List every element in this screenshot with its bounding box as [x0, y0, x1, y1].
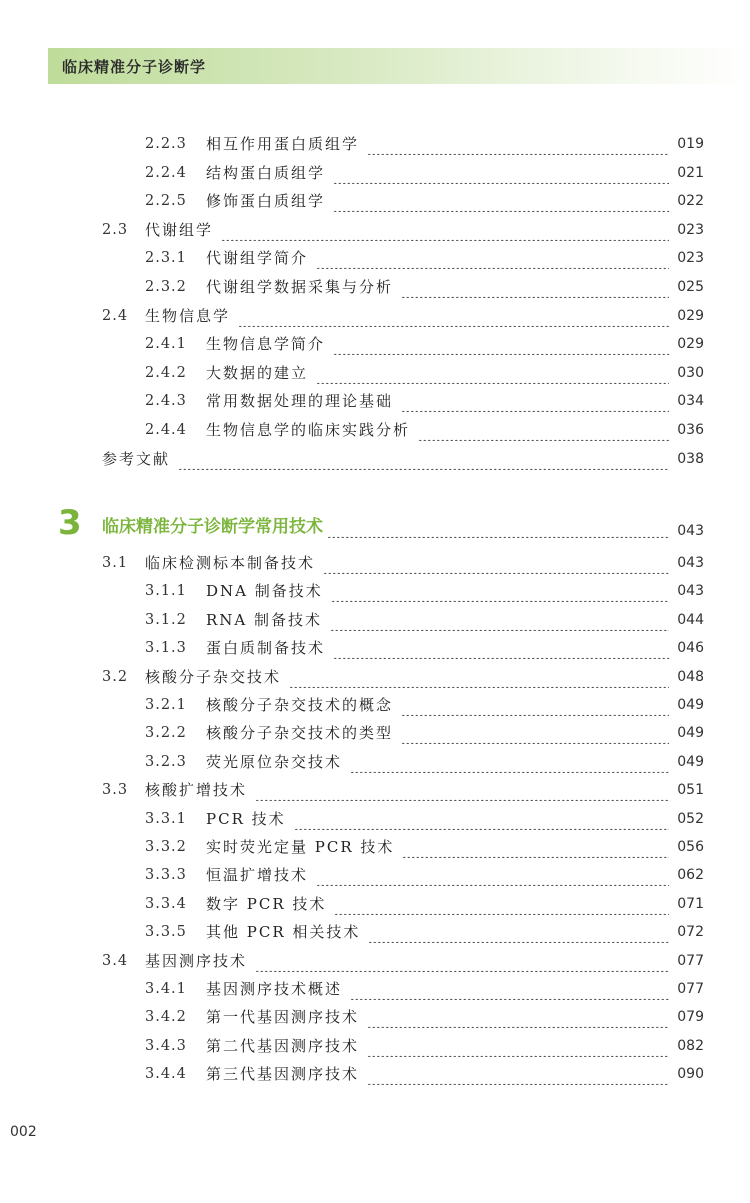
- toc-entry-page: 052: [677, 810, 704, 827]
- toc-entry[interactable]: [0, 893, 750, 915]
- toc-leader-dots: [401, 722, 669, 744]
- toc-entry-number: 3.3.4: [145, 895, 187, 912]
- toc-entry[interactable]: [0, 219, 750, 241]
- toc-entry[interactable]: [0, 333, 750, 355]
- toc-entry-page: 038: [677, 450, 704, 467]
- chapter-title: 临床精准分子诊断学常用技术: [102, 517, 323, 537]
- toc-leader-dots: [367, 1006, 669, 1028]
- toc-leader-dots: [402, 836, 669, 858]
- toc-entry[interactable]: [0, 921, 750, 943]
- toc-leader-dots: [255, 779, 669, 801]
- toc-entry-title: 临床检测标本制备技术: [145, 554, 316, 572]
- toc-entry[interactable]: [0, 1063, 750, 1085]
- toc-entry-number: 2.3.1: [145, 250, 187, 267]
- toc-entry[interactable]: [0, 666, 750, 688]
- toc-leader-dots: [350, 751, 669, 773]
- toc-entry-page: 048: [677, 668, 704, 685]
- toc-entry-page: 077: [677, 952, 704, 969]
- toc-entry-number: 3.1.2: [145, 611, 187, 628]
- toc-leader-dots: [333, 190, 669, 212]
- toc-entry-number: 3.2.1: [145, 697, 187, 713]
- toc-entry[interactable]: [0, 978, 750, 1000]
- toc-entry-title: 基因测序技术: [145, 951, 248, 970]
- toc-entry-page: 029: [677, 307, 704, 324]
- toc-leader-dots: [367, 133, 669, 155]
- toc-entry-page: 023: [677, 221, 704, 238]
- toc-entry-page: 022: [677, 193, 704, 210]
- toc-entry-title: 第二代基因测序技术: [206, 1036, 360, 1055]
- toc-entry-page: 025: [677, 279, 704, 295]
- toc-entry-number: 3.1.1: [145, 583, 187, 600]
- toc-entry-title: 恒温扩增技术: [206, 866, 309, 885]
- toc-leader-dots: [401, 694, 669, 716]
- toc-entry-title: RNA 制备技术: [206, 610, 323, 629]
- toc-entry-number: 2.4.4: [145, 422, 187, 438]
- toc-entry[interactable]: [0, 779, 750, 801]
- toc-entry[interactable]: [0, 694, 750, 716]
- toc-entry-page: 090: [677, 1066, 704, 1083]
- toc-leader-dots: [333, 333, 669, 355]
- toc-leader-dots: [367, 1063, 669, 1085]
- toc-entry[interactable]: [0, 162, 750, 184]
- toc-entry[interactable]: [0, 950, 750, 972]
- toc-entry-page: 049: [677, 753, 704, 770]
- toc-leader-dots: [333, 637, 669, 659]
- chapter-page-number: 043: [677, 523, 704, 539]
- toc-entry[interactable]: [0, 1006, 750, 1028]
- toc-entry[interactable]: [0, 864, 750, 886]
- toc-entry-number: 3.4.1: [145, 981, 187, 997]
- toc-entry-title: 核酸扩增技术: [145, 781, 248, 800]
- toc-entry-title: DNA 制备技术: [206, 582, 323, 601]
- toc-entry-number: 2.4.1: [145, 336, 187, 353]
- toc-leader-dots: [401, 276, 669, 298]
- toc-leader-dots: [316, 864, 669, 886]
- toc-entry-number: 3.4.4: [145, 1066, 187, 1083]
- toc-leader-dots: [255, 950, 669, 972]
- toc-entry-page: 082: [677, 1037, 704, 1054]
- toc-entry-title: 核酸分子杂交技术的概念: [206, 696, 394, 714]
- toc-entry-title: 第三代基因测序技术: [206, 1065, 360, 1084]
- toc-entry-number: 3.2: [102, 668, 129, 685]
- toc-leader-dots: [333, 162, 669, 184]
- toc-entry-title: 实时荧光定量 PCR 技术: [206, 838, 395, 856]
- toc-entry-number: 3.3.3: [145, 867, 187, 884]
- toc-leader-dots: [330, 609, 669, 631]
- toc-entry-title: 核酸分子杂交技术: [145, 667, 282, 686]
- toc-entry-page: 072: [677, 924, 704, 941]
- toc-entry-number: 2.2.5: [145, 193, 187, 210]
- toc-leader-dots: [367, 1035, 669, 1057]
- toc-entry-number: 2.3: [102, 221, 129, 238]
- toc-entry-title: 数字 PCR 技术: [206, 894, 327, 913]
- toc-entry-title: 生物信息学的临床实践分析: [206, 421, 411, 439]
- toc-entry-number: 3.2.2: [145, 725, 187, 742]
- toc-entry[interactable]: [0, 552, 750, 574]
- folio-page-number: 002: [10, 1124, 37, 1140]
- toc-entry-title: 荧光原位杂交技术: [206, 752, 343, 771]
- toc-leader-dots: [289, 666, 669, 688]
- toc-leader-dots: [221, 219, 669, 241]
- toc-entry-page: 049: [677, 725, 704, 742]
- toc-entry-title: 第一代基因测序技术: [206, 1008, 360, 1027]
- toc-entry-number: 3.3: [102, 782, 129, 799]
- toc-entry-number: 3.2.3: [145, 753, 187, 770]
- toc-entry-number: 2.3.2: [145, 279, 187, 295]
- chapter-number: 3: [58, 503, 82, 543]
- toc-entry-page: 029: [677, 336, 704, 353]
- toc-entry-number: 2.4.3: [145, 393, 187, 410]
- toc-leader-dots: [368, 921, 669, 943]
- toc-entry-number: 2.2.4: [145, 164, 187, 181]
- toc-entry-page: 034: [677, 393, 704, 410]
- toc-entry[interactable]: [0, 247, 750, 269]
- toc-leader-dots: [316, 362, 669, 384]
- toc-entry[interactable]: [0, 751, 750, 773]
- toc-entry-number: 2.4.2: [145, 364, 187, 381]
- toc-entry[interactable]: [0, 133, 750, 155]
- toc-entry-title: 代谢组学数据采集与分析: [206, 278, 394, 296]
- toc-entry-number: 3.3.5: [145, 924, 187, 941]
- toc-entry-title: 基因测序技术概述: [206, 980, 343, 998]
- toc-entry-title: 参考文献: [102, 449, 171, 468]
- toc-leader-dots: [316, 247, 669, 269]
- toc-entry-page: 036: [677, 422, 704, 438]
- toc-entry[interactable]: [0, 722, 750, 744]
- toc-entry[interactable]: [0, 808, 750, 830]
- toc-entry-title: 生物信息学: [145, 306, 231, 325]
- toc-entry-title: 相互作用蛋白质组学: [206, 135, 360, 153]
- toc-entry-title: 生物信息学简介: [206, 335, 326, 354]
- toc-entry-number: 3.3.2: [145, 839, 187, 855]
- toc-entry[interactable]: [0, 836, 750, 858]
- toc-entry-page: 023: [677, 250, 704, 267]
- toc-entry-title: 大数据的建立: [206, 363, 309, 382]
- toc-leader-dots: [418, 419, 669, 441]
- toc-leader-dots: [178, 448, 669, 470]
- toc-entry[interactable]: [0, 190, 750, 212]
- toc-entry-title: 代谢组学简介: [206, 249, 309, 268]
- toc-entry-title: 常用数据处理的理论基础: [206, 392, 394, 411]
- toc-entry-number: 3.1.3: [145, 640, 187, 657]
- toc-entry-page: 043: [677, 583, 704, 600]
- toc-entry[interactable]: [0, 580, 750, 602]
- toc-entry-page: 077: [677, 981, 704, 997]
- toc-entry[interactable]: [0, 448, 750, 470]
- toc-entry-page: 079: [677, 1009, 704, 1026]
- toc-entry-title: 核酸分子杂交技术的类型: [206, 724, 394, 743]
- toc-leader-dots: [350, 978, 669, 1000]
- toc-entry-page: 051: [677, 782, 704, 799]
- toc-leader-dots: [401, 390, 669, 412]
- toc-entry[interactable]: [0, 1035, 750, 1057]
- toc-entry-number: 3.4: [102, 952, 129, 969]
- toc-entry[interactable]: [0, 305, 750, 327]
- toc-leader-dots: [323, 552, 669, 574]
- toc-entry-page: 019: [677, 136, 704, 152]
- toc-entry-title: 修饰蛋白质组学: [206, 192, 326, 211]
- toc-entry[interactable]: [0, 362, 750, 384]
- toc-entry-page: 046: [677, 640, 704, 657]
- toc-entry-number: 3.3.1: [145, 810, 187, 827]
- toc-entry-title: 结构蛋白质组学: [206, 163, 326, 182]
- toc-entry-page: 030: [677, 364, 704, 381]
- toc-entry-page: 021: [677, 164, 704, 181]
- toc-leader-dots: [334, 893, 669, 915]
- chapter-leader-dots: [327, 516, 669, 538]
- toc-entry-number: 2.4: [102, 307, 129, 324]
- toc-entry-page: 071: [677, 895, 704, 912]
- toc-leader-dots: [294, 808, 669, 830]
- toc-entry-title: 其他 PCR 相关技术: [206, 923, 361, 942]
- toc-entry[interactable]: [0, 419, 750, 441]
- toc-entry-page: 043: [677, 555, 704, 571]
- toc-entry-number: 2.2.3: [145, 136, 187, 152]
- toc-leader-dots: [238, 305, 669, 327]
- toc-entry-title: PCR 技术: [206, 809, 286, 828]
- toc-entry-page: 044: [677, 611, 704, 628]
- toc-entry-title: 代谢组学: [145, 220, 214, 239]
- toc-entry-page: 049: [677, 697, 704, 713]
- toc-entry-number: 3.4.3: [145, 1037, 187, 1054]
- toc-entry-number: 3.4.2: [145, 1009, 187, 1026]
- toc-entry[interactable]: [0, 390, 750, 412]
- toc-entry-page: 062: [677, 867, 704, 884]
- toc-entry[interactable]: [0, 609, 750, 631]
- toc-entry[interactable]: [0, 637, 750, 659]
- running-header-title: 临床精准分子诊断学: [62, 58, 207, 76]
- toc-entry-page: 056: [677, 839, 704, 855]
- toc-entry[interactable]: [0, 276, 750, 298]
- toc-leader-dots: [331, 580, 669, 602]
- toc-entry-title: 蛋白质制备技术: [206, 639, 326, 658]
- toc-entry-number: 3.1: [102, 555, 129, 571]
